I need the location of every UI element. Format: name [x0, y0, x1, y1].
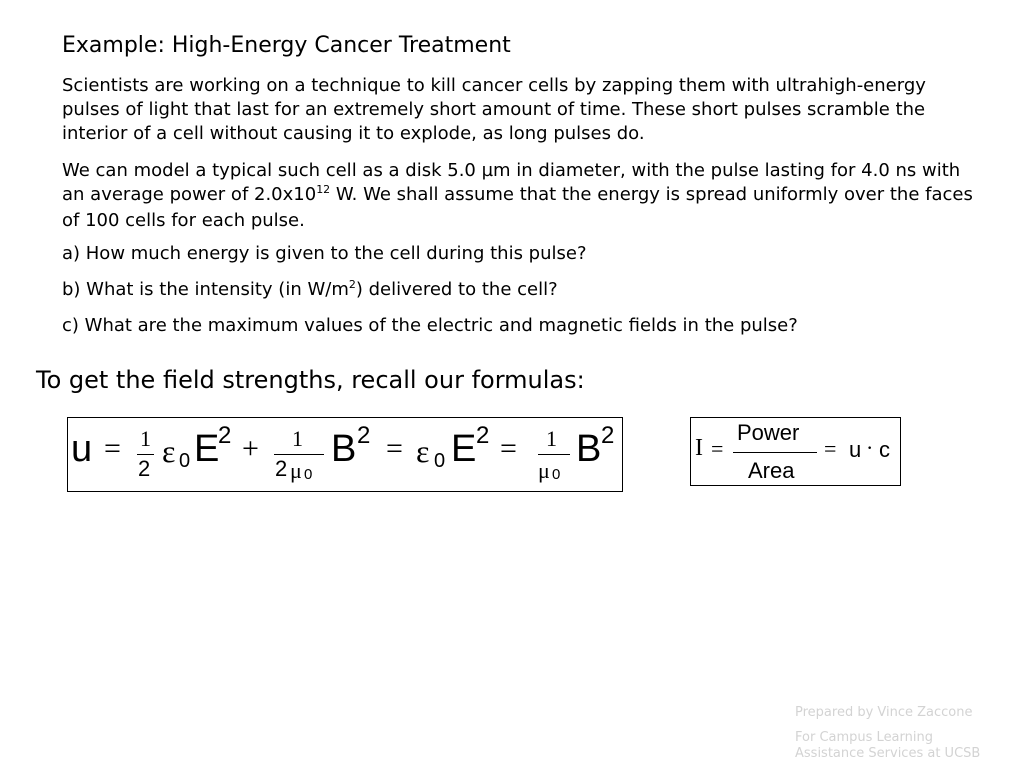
var-u: u	[71, 428, 93, 470]
model-paragraph	[62, 159, 982, 233]
var-B-2: B	[576, 428, 602, 470]
dot-operator: ·	[866, 435, 874, 460]
var-c: c	[879, 437, 890, 462]
equals-sign-3: =	[500, 432, 517, 465]
var-E-2: E	[451, 428, 477, 470]
frac-denominator: 2	[138, 456, 151, 481]
epsilon-subscript: 0	[179, 450, 191, 472]
credit-affiliation-line2: Assistance Services at UCSB	[795, 746, 981, 761]
mu-symbol-2: μ	[538, 458, 550, 483]
mu-symbol: μ	[290, 458, 302, 483]
mu-subscript: 0	[304, 466, 313, 483]
equals-sign: =	[104, 432, 121, 465]
E-squared-2: 2	[476, 422, 490, 449]
intro-paragraph: Scientists are working on a technique to kill cancer cells by zapping them with ultrahigh-energy pulses of light that last for an extremely short amount of time. These short pulses scramble the interior of a cell without causing it to explode, as long pulses do.	[62, 75, 926, 144]
var-u-intensity: u	[849, 437, 862, 462]
intensity-equals-2: =	[824, 436, 837, 461]
power-exponent: 12	[316, 183, 331, 196]
credit-author: Prepared by Vince Zaccone	[795, 705, 973, 720]
var-E: E	[194, 428, 220, 470]
intensity-equals: =	[711, 436, 724, 461]
epsilon-symbol: ε	[162, 433, 176, 469]
model-text-b: W. We shall assume that the energy is spread uniformly over the faces of 100 cells for each pulse.	[62, 184, 973, 231]
frac-numerator: 1	[140, 426, 151, 451]
var-B: B	[331, 428, 357, 470]
fraction-bar-2	[274, 454, 324, 455]
var-I: I	[695, 435, 703, 461]
mu-subscript-2: 0	[552, 466, 561, 483]
fraction-bar	[137, 454, 154, 455]
intensity-fraction-bar	[733, 452, 817, 453]
equals-sign-2: =	[386, 432, 403, 465]
E-squared: 2	[218, 422, 232, 449]
fraction-bar-3	[538, 454, 570, 455]
B-squared: 2	[357, 422, 371, 449]
question-b-post: ) delivered to the cell?	[355, 279, 558, 300]
credit-affiliation-line1: For Campus Learning	[795, 730, 933, 745]
page-title: Example: High-Energy Cancer Treatment	[62, 33, 511, 58]
epsilon-symbol-2: ε	[416, 433, 430, 469]
credit-affiliation	[795, 730, 980, 762]
area-exponent: 2	[348, 278, 356, 291]
power-numerator: Power	[737, 420, 800, 445]
model-text-a: We can model a typical such cell as a disk 5.0 µm in diameter, with the pulse lasting for 4.0 ns with an average power of 2.0x10	[62, 160, 961, 205]
frac2-numerator: 1	[292, 426, 303, 451]
frac2-two: 2	[275, 456, 288, 481]
question-b-pre: b) What is the intensity (in W/m	[62, 279, 349, 300]
intensity-formula	[690, 417, 901, 486]
B-squared-2: 2	[601, 422, 615, 449]
area-denominator: Area	[748, 458, 795, 483]
plus-sign: +	[242, 432, 259, 465]
question-a: a) How much energy is given to the cell during this pulse?	[62, 243, 587, 264]
energy-density-formula	[67, 417, 623, 492]
question-c: c) What are the maximum values of the electric and magnetic fields in the pulse?	[62, 315, 798, 336]
recall-heading: To get the field strengths, recall our formulas:	[36, 366, 585, 394]
question-b	[62, 278, 982, 304]
frac3-numerator: 1	[546, 426, 557, 451]
epsilon-subscript-2: 0	[434, 450, 446, 472]
